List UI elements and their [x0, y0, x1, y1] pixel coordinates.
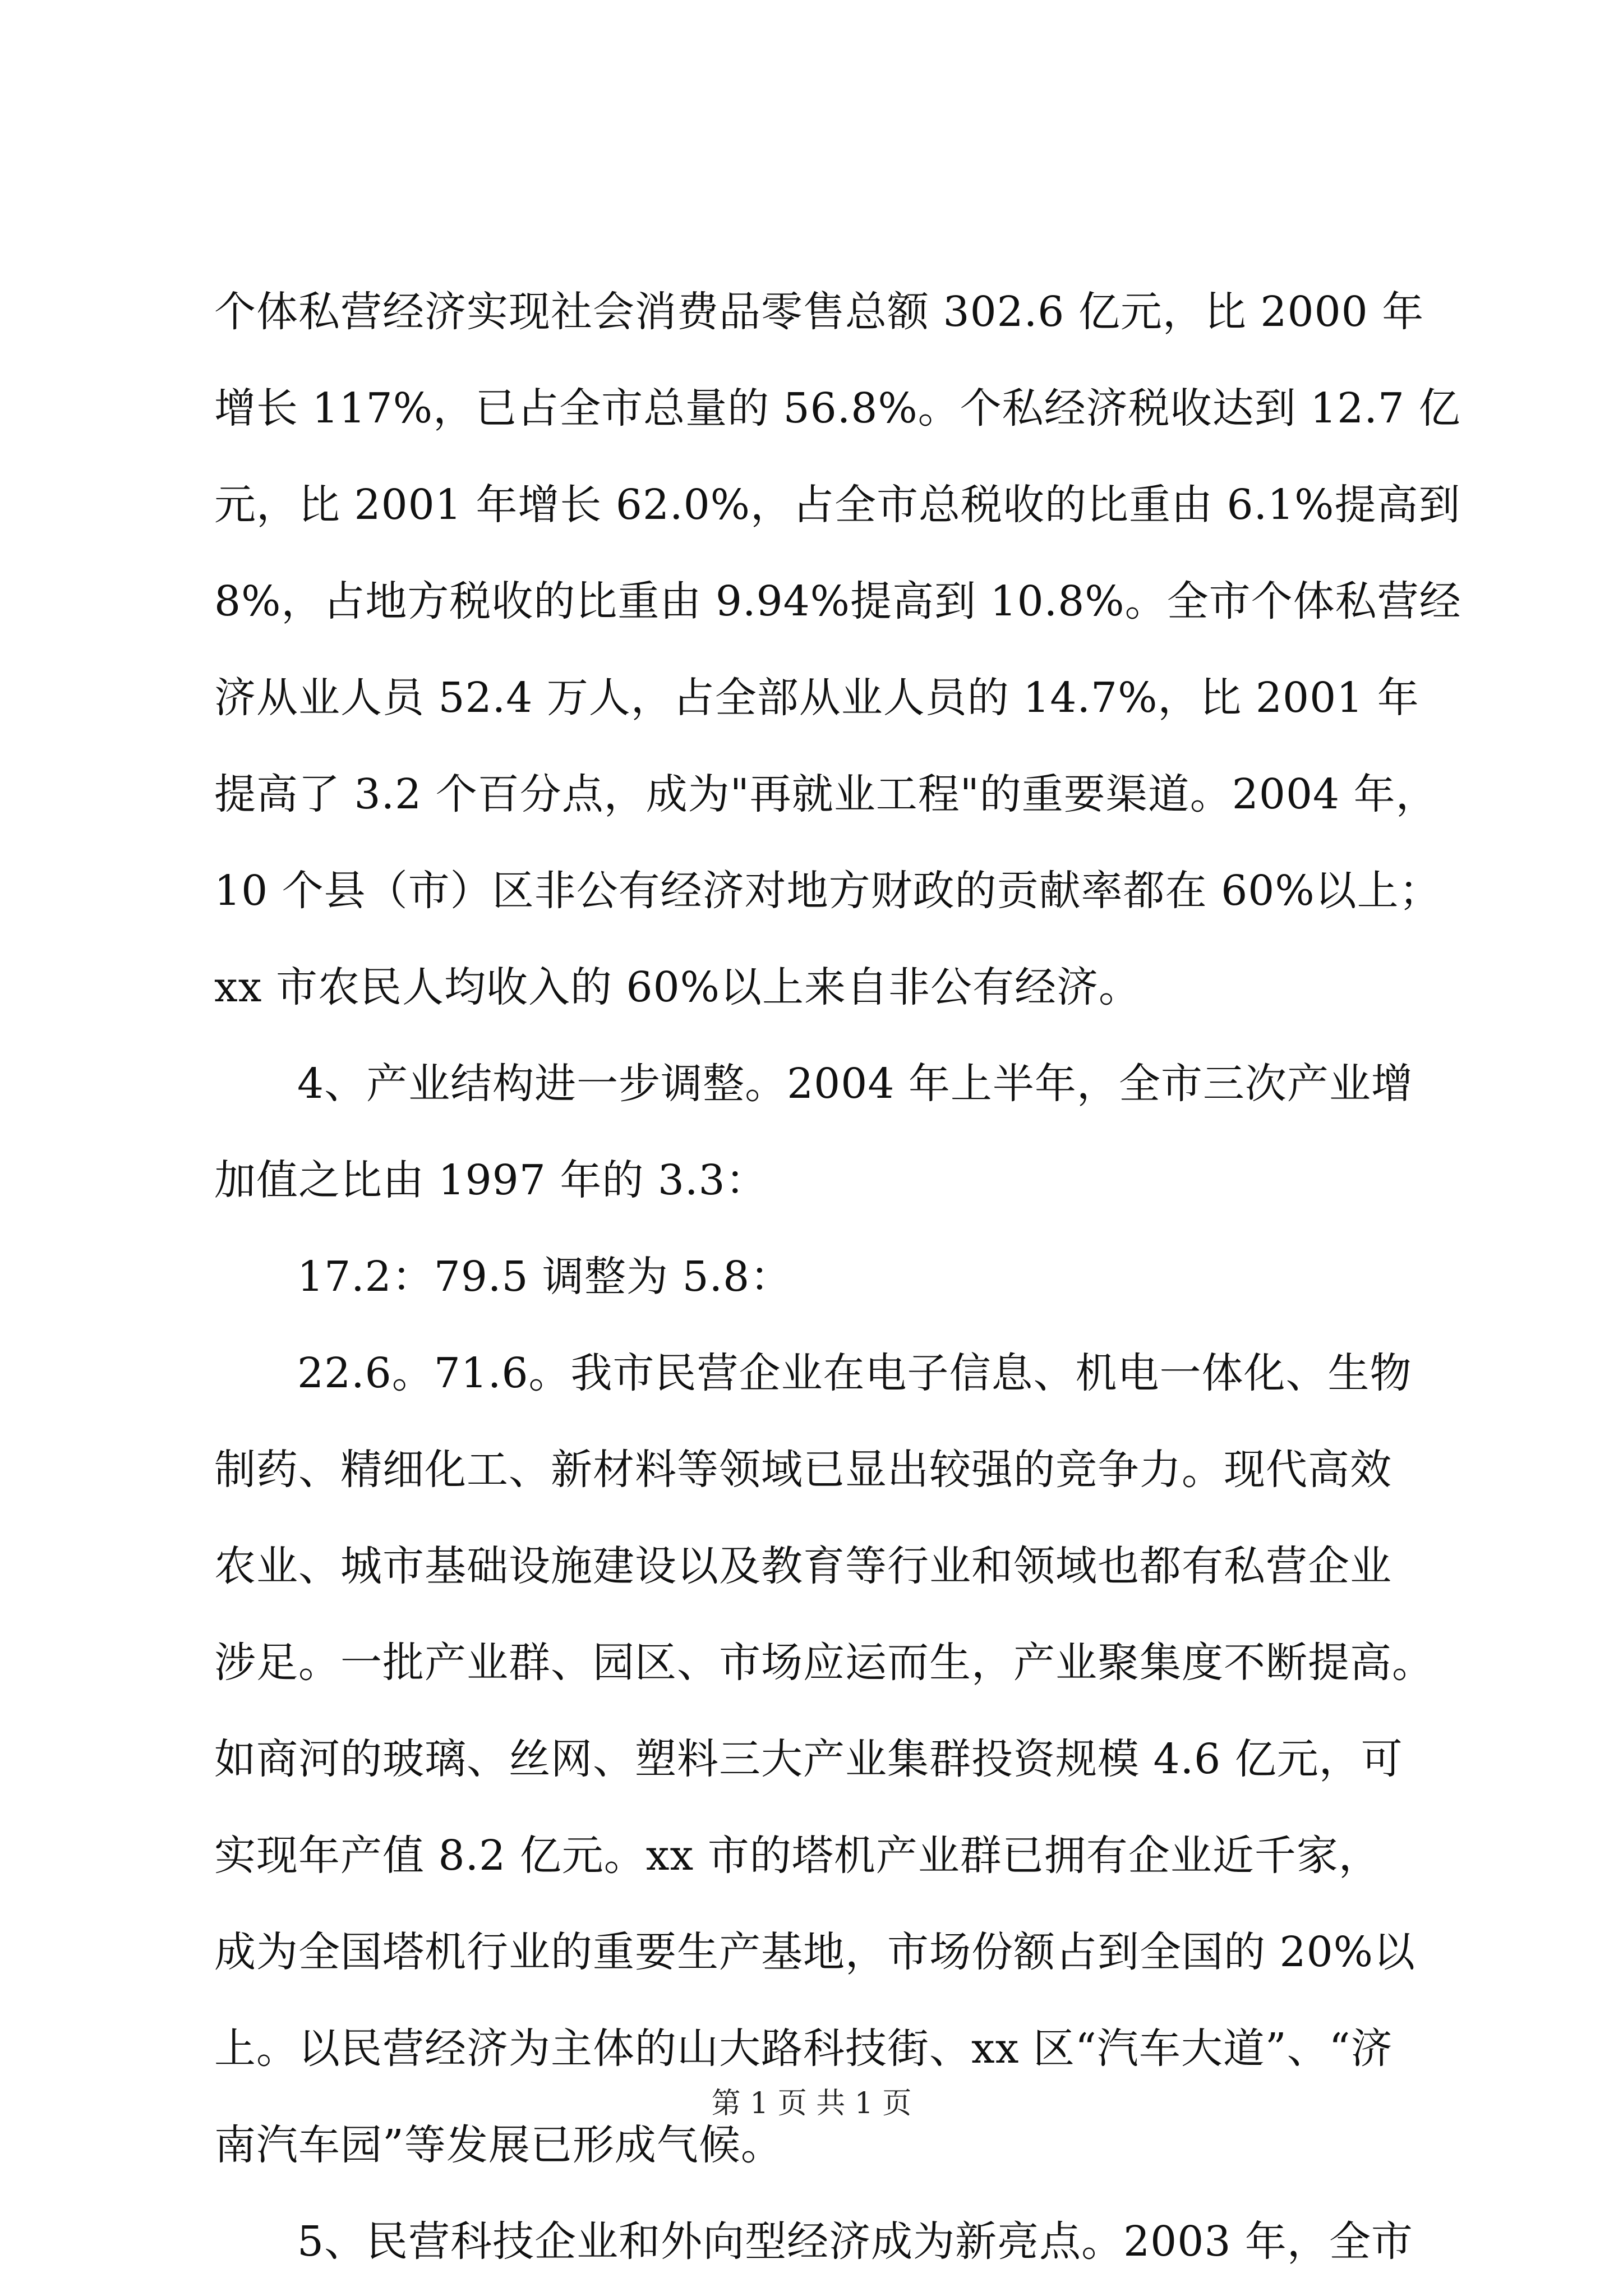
text-line: 个体私营经济实现社会消费品零售总额 302.6 亿元，比 2000 年 — [214, 288, 1424, 336]
text-line: 增长 117%，已占全市总量的 56.8%。个私经济税收达到 12.7 亿 — [214, 384, 1461, 432]
paragraph-start-line: 22.6。71.6。我市民营企业在电子信息、机电一体化、生物 — [297, 1349, 1412, 1397]
text-line: 提高了 3.2 个百分点，成为"再就业工程"的重要渠道。2004 年， — [214, 770, 1438, 818]
text-line: 南汽车园”等发展已形成气候。 — [214, 2121, 783, 2169]
text-line: 10 个县（市）区非公有经济对地方财政的贡献率都在 60%以上； — [214, 867, 1441, 915]
text-line: 8%，占地方税收的比重由 9.94%提高到 10.8%。全市个体私营经 — [214, 577, 1461, 625]
page-footer: 第 1 页 共 1 页 — [711, 2087, 912, 2120]
text-line: 济从业人员 52.4 万人，占全部从业人员的 14.7%，比 2001 年 — [214, 674, 1419, 722]
text-line: 实现年产值 8.2 亿元。xx 市的塔机产业群已拥有企业近千家， — [214, 1832, 1381, 1880]
text-line: 元，比 2001 年增长 62.0%，占全市总税收的比重由 6.1%提高到 — [214, 481, 1461, 529]
text-line: 农业、城市基础设施建设以及教育等行业和领域也都有私营企业 — [214, 1542, 1392, 1590]
paragraph-start-line: 17.2：79.5 调整为 5.8： — [297, 1253, 792, 1301]
text-line: 成为全国塔机行业的重要生产基地，市场份额占到全国的 20%以 — [214, 1928, 1415, 1976]
paragraph-start-line: 4、产业结构进一步调整。2004 年上半年，全市三次产业增 — [297, 1060, 1413, 1108]
paragraph-start-line: 5、民营科技企业和外向型经济成为新亮点。2003 年，全市 — [297, 2217, 1413, 2266]
text-line: 如商河的玻璃、丝网、塑料三大产业集群投资规模 4.6 亿元，可 — [214, 1735, 1403, 1783]
text-line: 制药、精细化工、新材料等领域已显出较强的竞争力。现代高效 — [214, 1446, 1392, 1494]
text-line: 加值之比由 1997 年的 3.3： — [214, 1156, 768, 1204]
text-line: 涉足。一批产业群、园区、市场应运而生，产业聚集度不断提高。 — [214, 1639, 1434, 1687]
text-line: 上。以民营经济为主体的山大路科技街、xx 区“汽车大道”、“济 — [214, 2024, 1393, 2073]
text-line: xx 市农民人均收入的 60%以上来自非公有经济。 — [214, 963, 1141, 1011]
body-text — [214, 264, 1461, 2290]
